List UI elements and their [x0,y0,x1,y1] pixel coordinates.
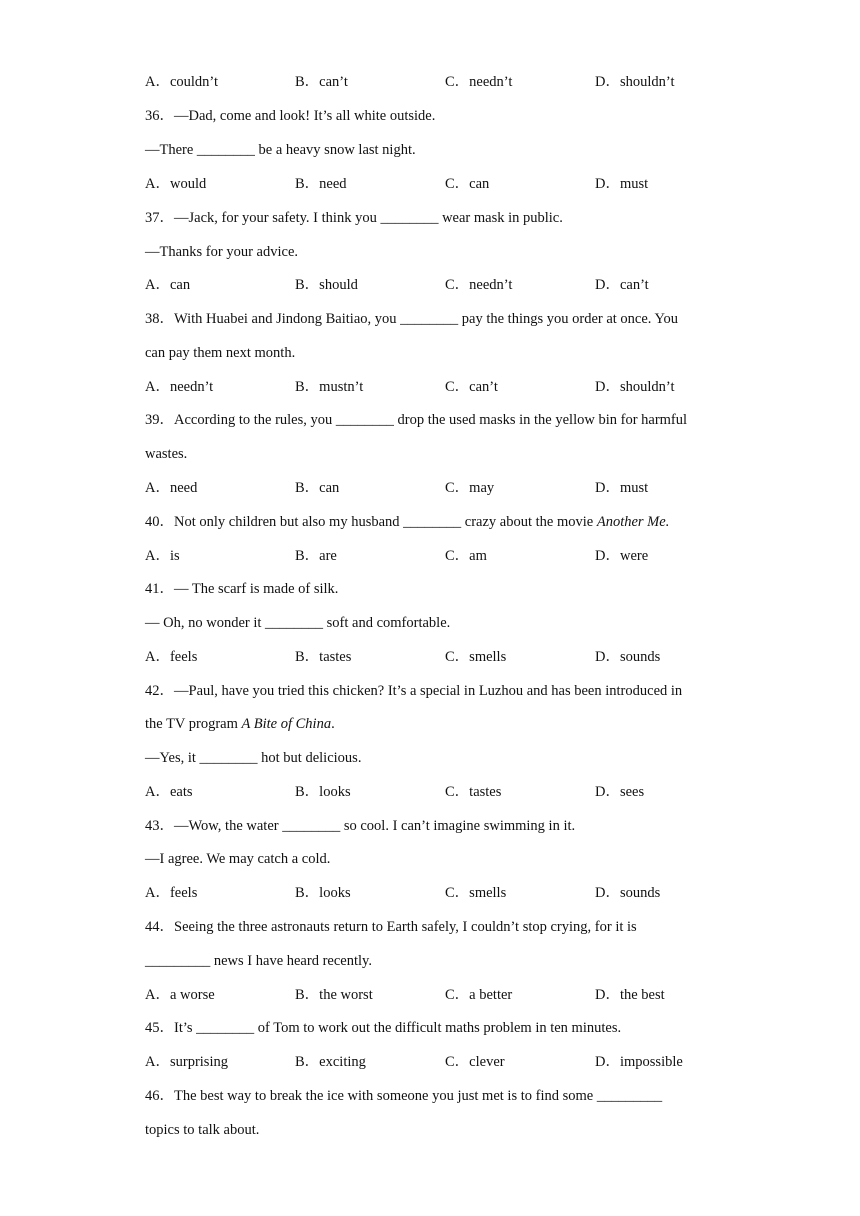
option-d: D．must [595,480,649,496]
question-stem: 38．With Huabei and Jindong Baitiao, you ________ pay the things you order at once. You [145,311,679,327]
option-b: B．mustn’t [295,379,364,395]
stem-punctuation: . [331,716,335,732]
program-title: A Bite of China [241,716,332,732]
question-continuation: _________ news I have heard recently. [145,953,372,969]
question-continuation: can pay them next month. [145,345,296,361]
option-d: D．can’t [595,277,649,293]
option-d: D．the best [595,987,665,1003]
option-c: C．am [445,548,487,564]
answer-options [145,174,745,194]
answer-options [145,782,745,802]
option-d: D．shouldn’t [595,379,675,395]
answer-options [145,377,745,397]
dialogue-line: —I agree. We may catch a cold. [145,851,331,867]
option-a: A．need [145,480,198,496]
answer-options [145,883,745,903]
option-d: D．were [595,548,649,564]
answer-options [145,546,745,566]
option-b: B．are [295,548,337,564]
option-d: D．must [595,176,649,192]
answer-options [145,478,745,498]
answer-options [145,275,745,295]
option-c: C．clever [445,1054,505,1070]
question-continuation [145,714,740,734]
question-stem: 37．—Jack, for your safety. I think you ________ wear mask in public. [145,210,563,226]
option-b: B．exciting [295,1054,366,1070]
option-b: B．tastes [295,649,352,665]
question-stem: 36．—Dad, come and look! It’s all white outside. [145,108,436,124]
question-stem: 44．Seeing the three astronauts return to Earth safely, I couldn’t stop crying, for it is [145,919,637,935]
option-b: B．the worst [295,987,373,1003]
stem-text: 40．Not only children but also my husband ________ crazy about the movie [145,514,597,530]
option-d: D．shouldn’t [595,74,675,90]
option-a: A．can [145,277,191,293]
option-a: A．a worse [145,987,215,1003]
option-a: A．feels [145,649,198,665]
option-c: C．tastes [445,784,502,800]
question-continuation: topics to talk about. [145,1122,260,1138]
option-a: A．would [145,176,207,192]
dialogue-line: —There ________ be a heavy snow last night. [145,142,416,158]
question-stem: 39．According to the rules, you ________ drop the used masks in the yellow bin for harmful [145,412,688,428]
option-c: C．a better [445,987,513,1003]
movie-title: Another Me. [596,514,670,530]
option-d: D．sounds [595,885,661,901]
question-stem: 43．—Wow, the water ________ so cool. I can’t imagine swimming in it. [145,818,576,834]
option-c: C．may [445,480,495,496]
option-d: D．sees [595,784,645,800]
option-a: A．is [145,548,180,564]
dialogue-line: —Thanks for your advice. [145,244,299,260]
answer-options [145,647,745,667]
question-stem: 42．—Paul, have you tried this chicken? It’s a special in Luzhou and has been introduced in [145,683,683,699]
answer-options [145,72,745,92]
option-d: D．impossible [595,1054,683,1070]
option-c: C．smells [445,885,507,901]
option-c: C．smells [445,649,507,665]
question-stem [145,512,740,532]
option-b: B．should [295,277,358,293]
dialogue-line: —Yes, it ________ hot but delicious. [145,750,362,766]
question-stem: 45．It’s ________ of Tom to work out the difficult maths problem in ten minutes. [145,1020,622,1036]
option-c: C．needn’t [445,74,513,90]
option-d: D．sounds [595,649,661,665]
option-a: A．feels [145,885,198,901]
option-c: C．needn’t [445,277,513,293]
option-b: B．looks [295,885,351,901]
question-stem: 46．The best way to break the ice with someone you just met is to find some _________ [145,1088,663,1104]
dialogue-line: — Oh, no wonder it ________ soft and comfortable. [145,615,451,631]
option-b: B．can’t [295,74,348,90]
option-a: A．surprising [145,1054,228,1070]
option-a: A．couldn’t [145,74,219,90]
option-a: A．needn’t [145,379,214,395]
option-b: B．looks [295,784,351,800]
answer-options [145,985,745,1005]
option-c: C．can [445,176,490,192]
option-c: C．can’t [445,379,498,395]
stem-text: the TV program [145,716,242,732]
option-b: B．need [295,176,347,192]
option-a: A．eats [145,784,193,800]
question-continuation: wastes. [145,446,188,462]
question-stem: 41．— The scarf is made of silk. [145,581,339,597]
option-b: B．can [295,480,340,496]
answer-options [145,1052,745,1072]
